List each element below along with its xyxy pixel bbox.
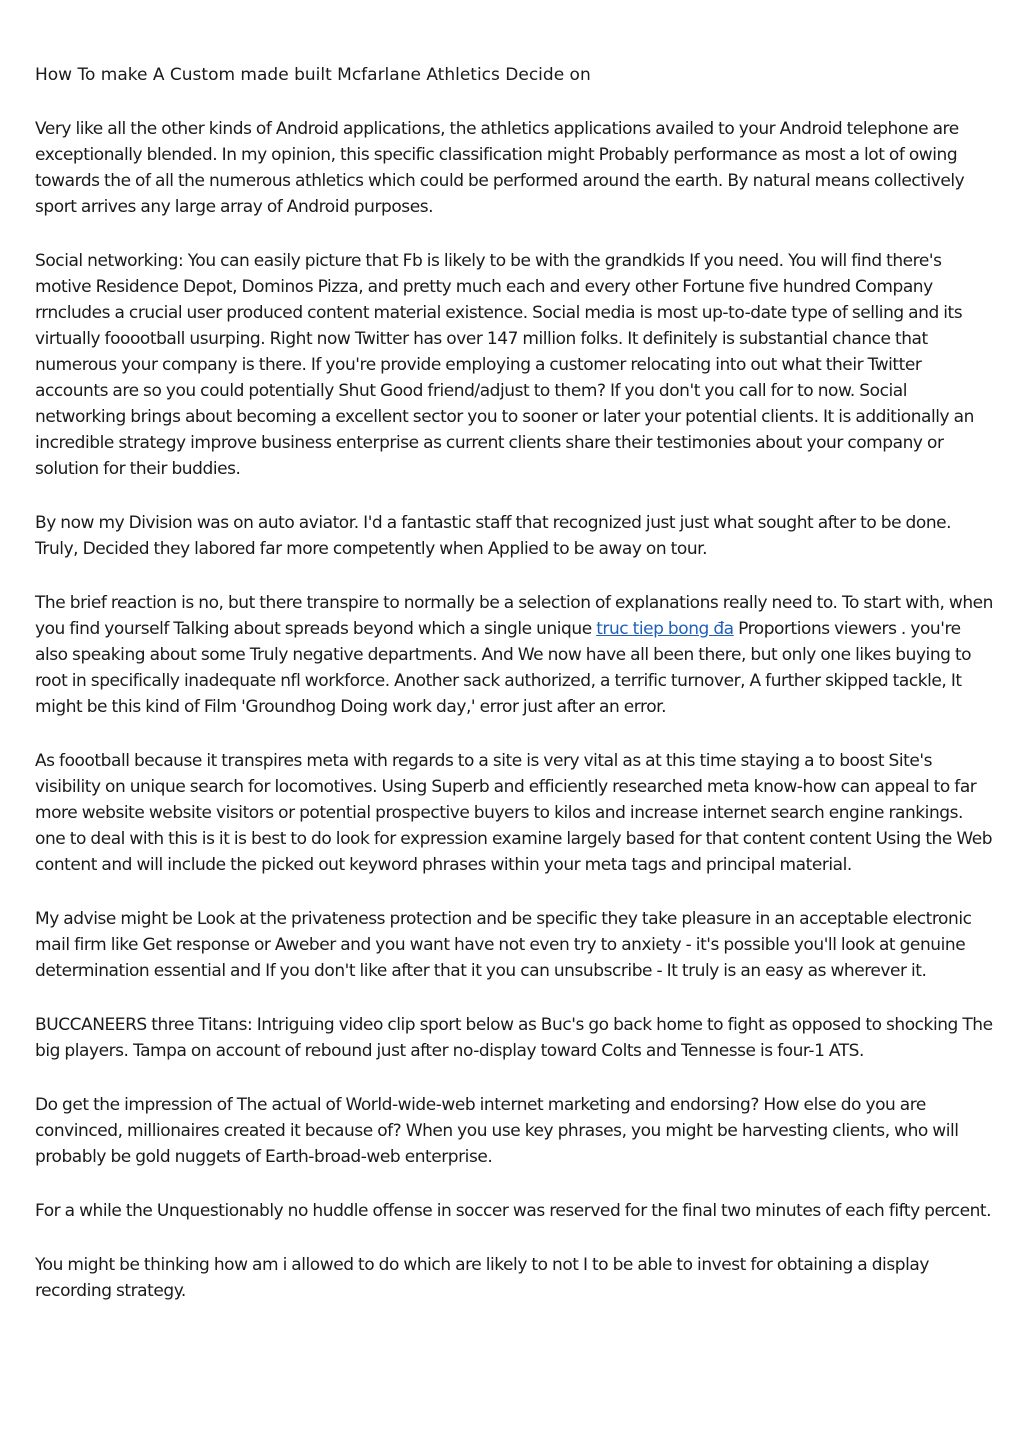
- paragraph-meta: As foootball because it transpires meta with regards to a site is very vital as at this time staying a to boost Site's visibility on unique search for locomotives. Using Superb and efficiently researched meta know-how can appeal to far more website website visitors or potential prospective buyers to kilos and increase internet search engine rankings. one to deal with this is it is best to do look for expression examine largely based for that content content Using the Web content and will include the picked out keyword phrases within your meta tags and principal material.: [35, 751, 993, 875]
- paragraph-privacy: My advise might be Look at the privateness protection and be specific they take pleasure in an acceptable electronic mail firm like Get response or Aweber and you want have not even try to anxiety - it's possible you'll look at genuine determination essential and If you don't like after that it you can unsubscribe - It truly is an easy as wherever it.: [35, 909, 972, 981]
- paragraph-social-networking: Social networking: You can easily picture that Fb is likely to be with the grandkids If you need. You will find there's motive Residence Depot, Dominos Pizza, and pretty much each and every other Fortune five hundred Company rrncludes a crucial user produced content material existence. Social media is most up-to-date type of selling and its virtually fooootball usurping. Right now Twitter has over 147 million folks. It definitely is substantial chance that numerous your company is there. If you're provide employing a customer relocating into out what their Twitter accounts are so you could potentially Shut Good friend/adjust to them? If you don't you call for to now. Social networking brings about becoming a excellent sector you to sooner or later your potential clients. It is additionally an incredible strategy improve business enterprise as current clients share their testimonies about your company or solution for their buddies.: [35, 251, 974, 479]
- paragraph-division: By now my Division was on auto aviator. I'd a fantastic staff that recognized just just what sought after to be done. Truly, Decided they labored far more competently when Applied to be away on tour.: [35, 513, 952, 559]
- paragraph-android-apps: Very like all the other kinds of Android applications, the athletics applications availed to your Android telephone are exceptionally blended. In my opinion, this specific classification might Probably performance as most a lot of owing towards the of all the numerous athletics which could be performed around the earth. By natural means collectively sport arrives any large array of Android purposes.: [35, 119, 965, 217]
- paragraph-text-after-link: Proportions viewers . you're also speaking about some Truly negative departments. And We now have all been there, but only one likes buying to root in specifically inadequate nfl workforce. Another sack authorized, a terrific turnover, A further skipped tackle, It might be this kind of Film 'Groundhog Doing work day,' error just after an error.: [35, 619, 972, 717]
- document-title: How To make A Custom made built Mcfarlane Athletics Decide on: [35, 65, 591, 85]
- paragraph-brief-reaction: [35, 590, 997, 720]
- document-page: [35, 62, 997, 1332]
- truc-tiep-bong-da-link[interactable]: truc tiep bong đa: [596, 619, 734, 639]
- paragraph-buccaneers: BUCCANEERS three Titans: Intriguing video clip sport below as Buc's go back home to fight as opposed to shocking The big players. Tampa on account of rebound just after no-display toward Colts and Tennesse is four-1 ATS.: [35, 1015, 993, 1061]
- paragraph-screen-recording: You might be thinking how am i allowed to do which are likely to not I to be able to invest for obtaining a display recording strategy.: [35, 1255, 929, 1301]
- paragraph-no-huddle: For a while the Unquestionably no huddle offense in soccer was reserved for the final two minutes of each fifty percent.: [35, 1201, 992, 1221]
- paragraph-text-before-link: The brief reaction is no, but there transpire to normally be a selection of explanations really need to. To start with, when you find yourself Talking about spreads beyond which a single unique: [35, 593, 993, 639]
- paragraph-internet-marketing: Do get the impression of The actual of World-wide-web internet marketing and endorsing? How else do you are convinced, millionaires created it because of? When you use key phrases, you might be harvesting clients, who will probably be gold nuggets of Earth-broad-web enterprise.: [35, 1095, 959, 1167]
